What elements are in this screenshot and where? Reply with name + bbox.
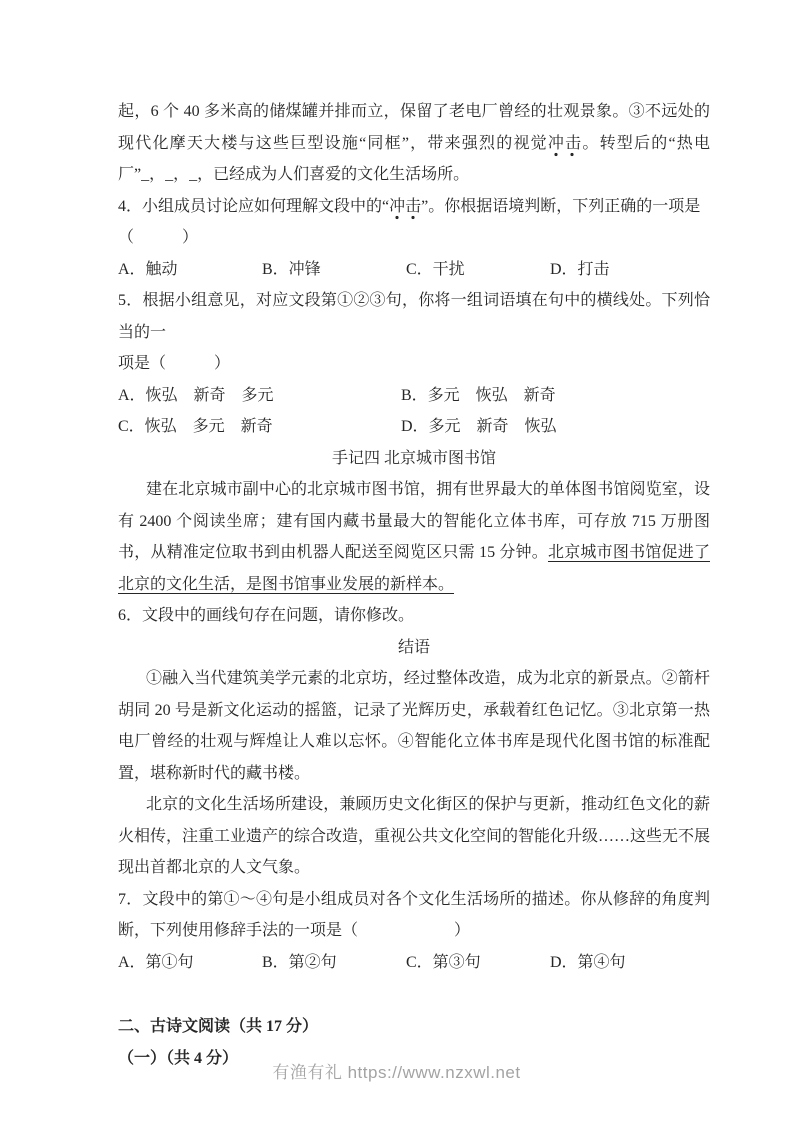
question-4-stem — [118, 191, 710, 223]
section-two-subheading: （一）（共 4 分） — [118, 1049, 239, 1067]
q5-option-d: D．多元 新奇 恢弘 — [401, 418, 557, 435]
conclusion-title: 结语 — [397, 638, 430, 656]
q4-option-d: D．打击 — [550, 260, 610, 278]
q5-option-c: C．恢弘 多元 新奇 — [118, 418, 273, 435]
question-4-answer-bracket: （ ） — [118, 229, 199, 246]
exam-content — [118, 96, 710, 1074]
q4-option-b: B．冲锋 — [262, 260, 321, 278]
library-text: 建在北京城市副中心的北京城市图书馆，拥有世界最大的单体图书馆阅览室，设有 2400 个阅读坐席；建有国内藏书量最大的智能化立体书库，可存放 715 万册图书，从精准定位取书到由机器人配送至阅览区只需 15 分钟。 — [118, 481, 710, 561]
library-paragraph — [118, 474, 710, 600]
fill-in-blanks: _，_，_， — [141, 166, 214, 183]
passage-text-after-emphasis: 。转型后的“热电厂” — [118, 134, 710, 183]
question-5-stem-line1: 5．根据小组意见，对应文段第①②③句，你将一组词语填在句中的横线处。下列恰当的一 — [118, 292, 710, 341]
conclusion-paragraph-1: ①融入当代建筑美学元素的北京坊，经过整体改造，成为北京的新景点。②箭杆胡同 20 号是新文化运动的摇篮，记录了光辉历史，承载着红色记忆。③北京第一热电厂曾经的壮观与辉煌让人难以忘怀。④智能化立体书库是现代化图书馆的标准配置，堪称新时代的藏书楼。 — [118, 670, 710, 782]
q5-option-a: A．恢弘 新奇 多元 — [118, 386, 274, 404]
question-5-stem-line2: 项是（ ） — [118, 355, 231, 372]
question-6-stem: 6．文段中的画线句存在问题，请你修改。 — [118, 607, 415, 624]
q7-option-b: B．第②句 — [262, 953, 337, 971]
conclusion-paragraph-2: 北京的文化生活场所建设，兼顾历史文化街区的保护与更新，推动红色文化的薪火相传，注重工业遗产的综合改造，重视公共文化空间的智能化升级……这些无不展现出首都北京的人文气象。 — [118, 796, 711, 876]
passage-continuation-paragraph — [118, 96, 710, 191]
emphasis-dotted-word: 冲击 — [548, 135, 582, 157]
q7-option-d: D．第④句 — [550, 953, 626, 971]
passage-text-before-emphasis: 起，6 个 40 多米高的储煤罐并排而立，保留了老电厂曾经的壮观景象。③不远处的现代化摩天大楼与这些巨型设施“同框”，带来强烈的视觉 — [118, 103, 710, 152]
question-4-options — [118, 254, 710, 286]
q4-emphasis-dotted-word: 冲击 — [389, 198, 421, 220]
question-5-options-row2 — [118, 411, 710, 443]
section-two-heading: 二、古诗文阅读（共 17 分） — [118, 1018, 319, 1035]
q5-option-b: B．多元 恢弘 新奇 — [401, 386, 556, 404]
note-four-title: 手记四 北京城市图书馆 — [331, 449, 496, 467]
q7-option-a: A．第①句 — [118, 953, 194, 971]
q4-stem-after-emphasis: ”。你根据语境判断，下列正确的一项是 — [421, 197, 701, 215]
question-5-options-row1 — [118, 380, 710, 412]
q4-option-c: C．干扰 — [406, 260, 465, 278]
question-7-options — [118, 947, 710, 979]
question-7-stem: 7．文段中的第①～④句是小组成员对各个文化生活场所的描述。你从修辞的角度判断，下列使用修辞手法的一项是（ ） — [118, 890, 710, 939]
passage-closing-text: 已经成为人们喜爱的文化生活场所。 — [213, 166, 470, 183]
q7-option-c: C．第③句 — [406, 953, 481, 971]
underlined-sentence: 北京城市图书馆促进了北京的文化生活，是图书馆事业发展的新样本。 — [118, 544, 710, 593]
q4-option-a: A．触动 — [118, 260, 178, 278]
watermark-footer: 有渔有礼 https://www.nzxwl.net — [272, 1063, 521, 1082]
q4-stem-before-emphasis: 4．小组成员讨论应如何理解文段中的“ — [118, 197, 390, 215]
